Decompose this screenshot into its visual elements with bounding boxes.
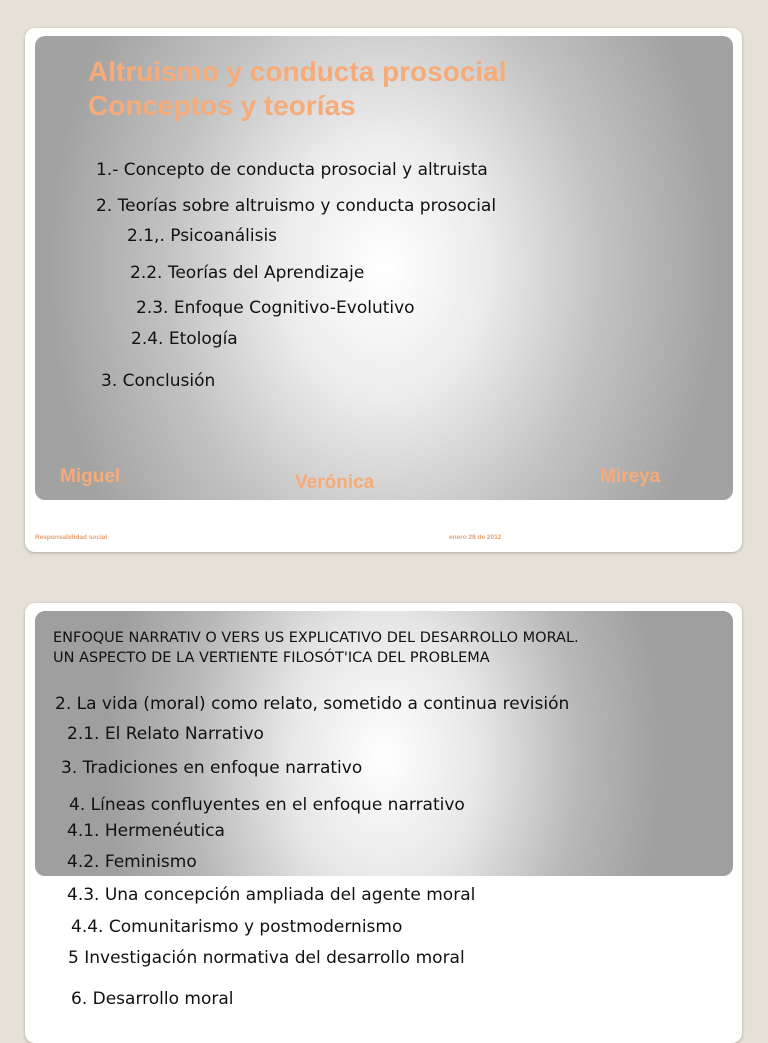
slide-1-content-panel (35, 36, 733, 500)
outline-item: 1.- Concepto de conducta prosocial y altruista (96, 160, 488, 180)
outline-item: 3. Tradiciones en enfoque narrativo (61, 758, 363, 778)
slide-1 (25, 28, 742, 552)
author-name-miguel: Miguel (60, 466, 121, 487)
outline-subitem: 4.2. Feminismo (67, 852, 197, 872)
slide-title-line-1: Altruismo y conducta prosocial (88, 56, 507, 87)
outline-item: 3. Conclusión (101, 371, 216, 391)
outline-subitem: 2.1. El Relato Narrativo (67, 724, 264, 744)
outline-item: 6. Desarrollo moral (71, 989, 234, 1009)
slide-2 (25, 603, 742, 1043)
outline-subitem: 2.1,. Psicoanálisis (127, 226, 278, 246)
slide-heading-line-1: ENFOQUE NARRATIV O VERS US EXPLICATIVO DEL DESARROLLO MORAL. (53, 630, 579, 646)
outline-subitem: 4.1. Hermenéutica (67, 821, 225, 841)
outline-subitem: 2.4. Etología (131, 329, 238, 349)
author-name-veronica: Verónica (295, 472, 375, 493)
slide-footer-left: Responsabilidad social (35, 534, 108, 541)
outline-item: 2. La vida (moral) como relato, sometido a continua revisión (55, 694, 570, 714)
outline-item: 2. Teorías sobre altruismo y conducta prosocial (96, 196, 497, 216)
slide-title-line-2: Conceptos y teorías (88, 90, 356, 121)
slide-footer-date: enero 28 de 2012 (449, 534, 502, 541)
slide-heading-line-2: UN ASPECTO DE LA VERTIENTE FILOSÓT'ICA DEL PROBLEMA (53, 650, 490, 666)
outline-subitem: 2.3. Enfoque Cognitivo-Evolutivo (136, 298, 415, 318)
outline-subitem: 4.3. Una concepción ampliada del agente moral (67, 885, 476, 905)
author-name-mireya: Mireya (600, 466, 661, 487)
outline-item: 5 Investigación normativa del desarrollo moral (68, 948, 465, 968)
outline-subitem: 4.4. Comunitarismo y postmodernismo (71, 917, 403, 937)
outline-item: 4. Líneas confluyentes en el enfoque narrativo (69, 795, 465, 815)
outline-subitem: 2.2. Teorías del Aprendizaje (130, 263, 365, 283)
